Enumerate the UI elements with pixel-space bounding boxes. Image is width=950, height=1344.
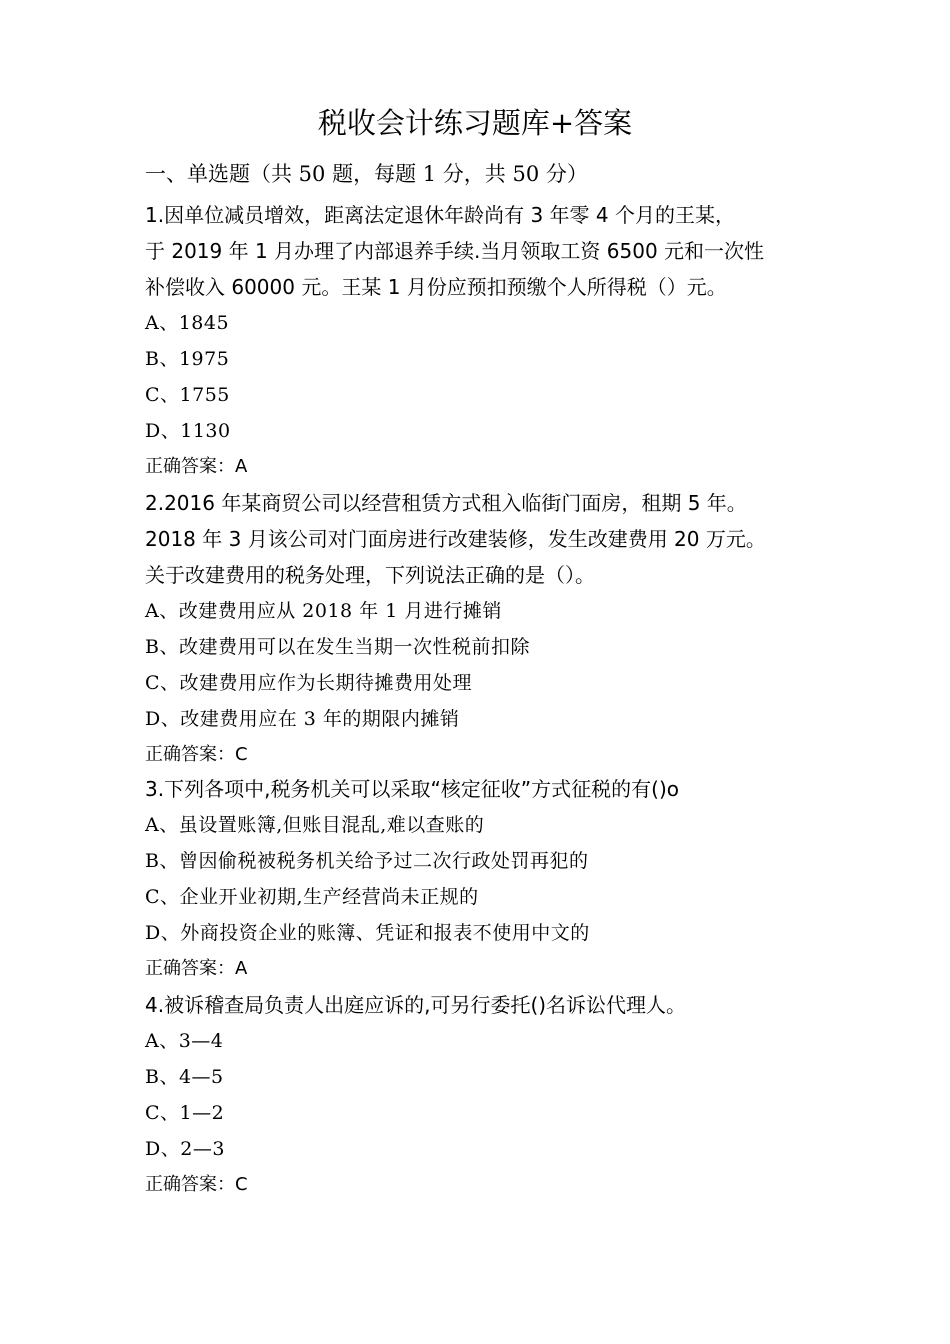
question-stem-line: 于 2019 年 1 月办理了内部退养手续.当月领取工资 6500 元和一次性: [145, 239, 765, 263]
option-b: B、曾因偷税被税务机关给予过二次行政处罚再犯的: [145, 850, 589, 872]
question-1: [145, 197, 835, 485]
question-stem-line: 关于改建费用的税务处理，下列说法正确的是（）。: [145, 563, 595, 587]
question-4: [145, 987, 835, 1203]
option-c: C、改建费用应作为长期待摊费用处理: [145, 672, 473, 694]
question-stem-line: 2018 年 3 月该公司对门面房进行改建装修，发生改建费用 20 万元。: [145, 527, 766, 551]
option-b: B、4—5: [145, 1066, 224, 1088]
option-a: A、1845: [145, 312, 230, 334]
option-d: D、改建费用应在 3 年的期限内摊销: [145, 708, 460, 730]
question-stem-line: 4.被诉稽查局负责人出庭应诉的,可另行委托()名诉讼代理人。: [145, 993, 687, 1017]
question-stem-line: 补偿收入 60000 元。王某 1 月份应预扣预缴个人所得税（）元。: [145, 275, 727, 299]
correct-answer: 正确答案：C: [145, 744, 248, 765]
option-d: D、外商投资企业的账簿、凭证和报表不使用中文的: [145, 922, 590, 944]
question-2: [145, 485, 835, 773]
option-a: A、虽设置账簿,但账目混乱,难以查账的: [145, 814, 485, 836]
option-b: B、改建费用可以在发生当期一次性税前扣除: [145, 636, 530, 658]
correct-answer: 正确答案：A: [145, 456, 248, 477]
question-stem-line: 3.下列各项中,税务机关可以采取“核定征收”方式征税的有()o: [145, 777, 680, 801]
option-d: D、1130: [145, 420, 231, 442]
option-a: A、3—4: [145, 1030, 224, 1052]
section-heading: 一、单选题（共 50 题，每题 1 分，共 50 分）: [145, 162, 588, 186]
option-c: C、1—2: [145, 1102, 225, 1124]
question-3: [145, 771, 835, 987]
option-b: B、1975: [145, 348, 230, 370]
option-a: A、改建费用应从 2018 年 1 月进行摊销: [145, 600, 502, 622]
option-c: C、企业开业初期,生产经营尚未正规的: [145, 886, 479, 908]
correct-answer: 正确答案：C: [145, 1174, 248, 1195]
question-stem-line: 1.因单位减员增效，距离法定退休年龄尚有 3 年零 4 个月的王某，: [145, 203, 735, 227]
correct-answer: 正确答案：A: [145, 958, 248, 979]
option-c: C、1755: [145, 384, 230, 406]
document-title: 税收会计练习题库+答案: [317, 106, 633, 140]
option-d: D、2—3: [145, 1138, 225, 1160]
question-stem-line: 2.2016 年某商贸公司以经营租赁方式租入临街门面房，租期 5 年。: [145, 491, 747, 515]
